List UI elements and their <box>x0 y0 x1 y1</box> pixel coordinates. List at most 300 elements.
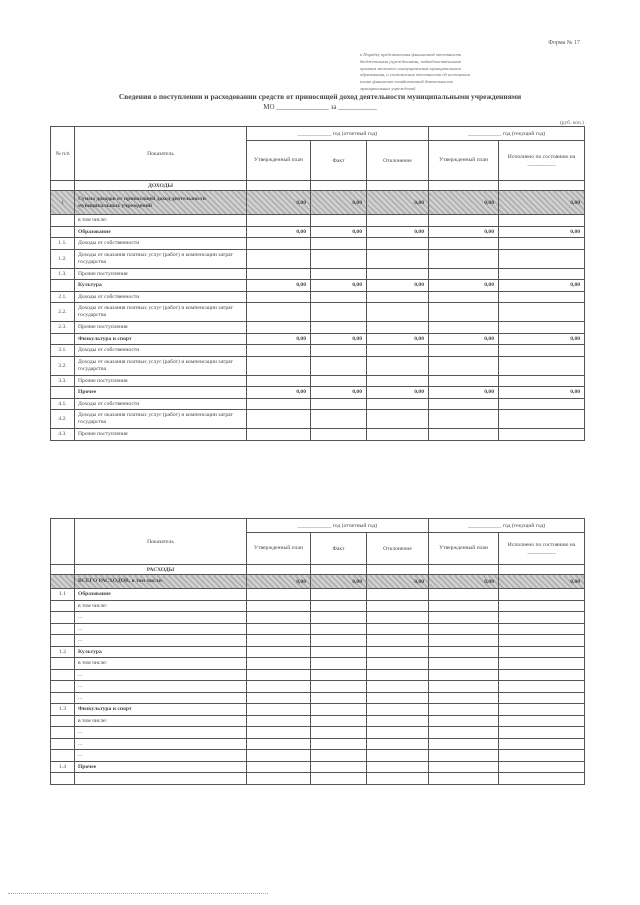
value-cell <box>367 727 429 739</box>
value-cell <box>311 215 367 227</box>
value-cell <box>247 704 311 716</box>
value-cell <box>499 635 585 647</box>
value-cell <box>367 773 429 785</box>
value-cell <box>429 704 499 716</box>
empty-cell <box>499 181 585 191</box>
value-cell <box>311 600 367 612</box>
value-cell: 0,00 <box>247 387 311 399</box>
value-cell <box>429 215 499 227</box>
fact-header: Факт <box>311 533 367 565</box>
num-header <box>51 519 75 565</box>
value-cell <box>367 612 429 624</box>
appendix-fine-print <box>360 52 580 93</box>
row-number <box>51 623 75 635</box>
empty-cell <box>311 565 367 575</box>
indicator-header: Показатель <box>75 519 247 565</box>
expense-section-title: РАСХОДЫ <box>75 565 247 575</box>
row-label: Образование <box>75 589 247 601</box>
row-label: ... <box>75 635 247 647</box>
expense-row <box>51 612 585 624</box>
value-cell <box>247 215 311 227</box>
value-cell <box>311 375 367 387</box>
row-label: Доходы от оказания платных услуг (работ) и компенсации затрат государства <box>75 249 247 268</box>
value-cell <box>429 750 499 762</box>
value-cell <box>311 692 367 704</box>
value-cell: 0,00 <box>429 226 499 238</box>
row-number <box>51 600 75 612</box>
value-cell <box>429 715 499 727</box>
value-cell <box>247 623 311 635</box>
row-label: ... <box>75 750 247 762</box>
value-cell <box>499 215 585 227</box>
row-label: в том числе: <box>75 658 247 670</box>
fact-header: Факт <box>311 141 367 181</box>
value-cell <box>247 238 311 250</box>
value-cell <box>247 600 311 612</box>
value-cell <box>311 623 367 635</box>
value-cell <box>311 715 367 727</box>
row-number: 3.2. <box>51 356 75 375</box>
value-cell <box>311 681 367 693</box>
value-cell <box>429 238 499 250</box>
empty-cell <box>367 181 429 191</box>
expense-row <box>51 692 585 704</box>
expense-row <box>51 773 585 785</box>
value-cell: 0,00 <box>367 191 429 215</box>
value-cell <box>499 375 585 387</box>
value-cell: 0,00 <box>247 575 311 589</box>
row-label: Прочее <box>75 387 247 399</box>
value-cell <box>367 635 429 647</box>
value-cell <box>247 715 311 727</box>
value-cell <box>247 356 311 375</box>
row-number <box>51 387 75 399</box>
value-cell <box>247 589 311 601</box>
income-row <box>51 291 585 303</box>
value-cell: 0,00 <box>247 226 311 238</box>
value-cell: 0,00 <box>429 191 499 215</box>
value-cell <box>247 681 311 693</box>
value-cell <box>499 692 585 704</box>
plan-header: Утвержденный план <box>247 533 311 565</box>
value-cell <box>429 249 499 268</box>
value-cell: 0,00 <box>367 280 429 292</box>
value-cell: 0,00 <box>247 333 311 345</box>
value-cell <box>499 322 585 334</box>
value-cell <box>499 715 585 727</box>
value-cell <box>499 612 585 624</box>
row-number <box>51 727 75 739</box>
row-number: 1 <box>51 191 75 215</box>
value-cell <box>429 429 499 441</box>
value-cell <box>367 215 429 227</box>
value-cell <box>499 669 585 681</box>
row-number: 4.3. <box>51 429 75 441</box>
value-cell <box>247 646 311 658</box>
value-cell <box>429 322 499 334</box>
row-number: 1.2. <box>51 249 75 268</box>
value-cell <box>311 658 367 670</box>
row-label: ... <box>75 612 247 624</box>
value-cell <box>311 750 367 762</box>
value-cell <box>311 291 367 303</box>
row-label: Доходы от собственности <box>75 238 247 250</box>
row-label: ВСЕГО РАСХОДОВ, в том числе: <box>75 575 247 589</box>
value-cell <box>367 429 429 441</box>
row-label: Доходы от собственности <box>75 291 247 303</box>
value-cell <box>247 249 311 268</box>
value-cell <box>311 345 367 357</box>
value-cell <box>499 681 585 693</box>
value-cell <box>429 375 499 387</box>
value-cell <box>499 750 585 762</box>
row-number: 1.3 <box>51 704 75 716</box>
value-cell <box>499 345 585 357</box>
value-cell <box>367 623 429 635</box>
row-number: 4.2. <box>51 410 75 429</box>
currency-unit: (руб. коп.) <box>559 120 584 126</box>
income-row <box>51 429 585 441</box>
value-cell <box>429 268 499 280</box>
row-number <box>51 773 75 785</box>
value-cell <box>499 303 585 322</box>
value-cell <box>247 291 311 303</box>
value-cell <box>311 738 367 750</box>
value-cell <box>429 635 499 647</box>
row-label: ... <box>75 727 247 739</box>
expense-row <box>51 589 585 601</box>
empty-cell <box>247 565 311 575</box>
value-cell <box>429 345 499 357</box>
value-cell <box>499 623 585 635</box>
value-cell: 0,00 <box>311 387 367 399</box>
value-cell: 0,00 <box>247 280 311 292</box>
value-cell <box>367 238 429 250</box>
document-title: Сведения о поступлении и расходовании средств от приносящей доход деятельности муниципальными учреждениями <box>118 92 522 101</box>
income-row <box>51 268 585 280</box>
expense-row <box>51 669 585 681</box>
value-cell <box>367 589 429 601</box>
value-cell <box>429 692 499 704</box>
executed-header: Исполнено по состоянию на __________ <box>499 141 585 181</box>
value-cell <box>429 646 499 658</box>
row-label: Прочие поступления <box>75 268 247 280</box>
row-label: Физкультура и спорт <box>75 704 247 716</box>
value-cell <box>367 646 429 658</box>
row-label: Доходы от оказания платных услуг (работ) и компенсации затрат государства <box>75 303 247 322</box>
value-cell <box>311 303 367 322</box>
fine-print-line: образования, и составления отчетности об исполнении <box>360 72 471 78</box>
value-cell <box>311 646 367 658</box>
value-cell <box>499 646 585 658</box>
row-number: 3.3. <box>51 375 75 387</box>
row-number <box>51 215 75 227</box>
row-label: ... <box>75 669 247 681</box>
row-label: Доходы от оказания платных услуг (работ) и компенсации затрат государства <box>75 410 247 429</box>
expense-row <box>51 681 585 693</box>
income-row <box>51 398 585 410</box>
income-row <box>51 410 585 429</box>
value-cell <box>499 398 585 410</box>
value-cell <box>499 429 585 441</box>
fine-print-line: бюджетными учреждениями, подведомственными <box>360 58 461 64</box>
value-cell: 0,00 <box>499 333 585 345</box>
indicator-header: Показатель <box>75 127 247 181</box>
value-cell: 0,00 <box>367 333 429 345</box>
value-cell <box>429 589 499 601</box>
value-cell <box>311 356 367 375</box>
value-cell <box>367 410 429 429</box>
fine-print-line: плана финансово-хозяйственной деятельности <box>360 79 453 85</box>
value-cell: 0,00 <box>429 333 499 345</box>
row-number: 2.3. <box>51 322 75 334</box>
expense-row <box>51 635 585 647</box>
row-label: Прочее <box>75 761 247 773</box>
value-cell: 0,00 <box>499 226 585 238</box>
empty-cell <box>499 565 585 575</box>
row-number: 1.1 <box>51 589 75 601</box>
value-cell <box>311 249 367 268</box>
value-cell <box>367 345 429 357</box>
plan-current-header: Утвержденный план <box>429 533 499 565</box>
section-spacer <box>51 565 75 575</box>
value-cell <box>247 410 311 429</box>
row-label: ... <box>75 692 247 704</box>
value-cell <box>367 375 429 387</box>
row-label: Прочие поступления <box>75 375 247 387</box>
value-cell <box>247 750 311 762</box>
value-cell <box>311 635 367 647</box>
value-cell <box>429 410 499 429</box>
plan-header: Утвержденный план <box>247 141 311 181</box>
value-cell <box>499 291 585 303</box>
income-row <box>51 238 585 250</box>
value-cell <box>499 738 585 750</box>
income-row <box>51 226 585 238</box>
value-cell <box>429 398 499 410</box>
row-number: 1.4 <box>51 761 75 773</box>
income-row <box>51 215 585 227</box>
value-cell <box>311 429 367 441</box>
income-row <box>51 333 585 345</box>
value-cell: 0,00 <box>311 575 367 589</box>
row-label <box>75 773 247 785</box>
value-cell <box>429 600 499 612</box>
value-cell <box>499 600 585 612</box>
value-cell <box>367 669 429 681</box>
value-cell <box>367 600 429 612</box>
value-cell <box>247 773 311 785</box>
value-cell <box>367 658 429 670</box>
current-year-group: ____________ год (текущий год) <box>429 127 585 141</box>
expense-row <box>51 761 585 773</box>
row-label: Сумма доходов от приносящей доход деятельности муниципальных учреждений <box>75 191 247 215</box>
value-cell: 0,00 <box>499 280 585 292</box>
row-label: в том числе: <box>75 215 247 227</box>
row-label: Доходы от собственности <box>75 345 247 357</box>
income-row <box>51 303 585 322</box>
row-number <box>51 575 75 589</box>
row-number: 2.1. <box>51 291 75 303</box>
value-cell: 0,00 <box>367 387 429 399</box>
value-cell <box>499 410 585 429</box>
row-label: Культура <box>75 280 247 292</box>
value-cell <box>367 761 429 773</box>
row-number: 4.1. <box>51 398 75 410</box>
value-cell <box>429 669 499 681</box>
value-cell <box>311 773 367 785</box>
value-cell <box>311 410 367 429</box>
value-cell <box>367 715 429 727</box>
value-cell <box>367 303 429 322</box>
deviation-header: Отклонение <box>367 141 429 181</box>
value-cell <box>429 761 499 773</box>
value-cell <box>367 398 429 410</box>
value-cell <box>367 356 429 375</box>
value-cell <box>429 727 499 739</box>
value-cell <box>247 398 311 410</box>
reporting-year-group: ____________ год (отчетный год) <box>247 127 429 141</box>
value-cell <box>247 761 311 773</box>
value-cell <box>499 268 585 280</box>
value-cell <box>499 238 585 250</box>
value-cell <box>247 268 311 280</box>
value-cell <box>429 623 499 635</box>
row-number <box>51 738 75 750</box>
value-cell <box>311 238 367 250</box>
empty-cell <box>429 181 499 191</box>
value-cell: 0,00 <box>311 333 367 345</box>
row-label: Прочие поступления <box>75 429 247 441</box>
row-label: Физкультура и спорт <box>75 333 247 345</box>
value-cell: 0,00 <box>499 191 585 215</box>
income-row <box>51 375 585 387</box>
income-row <box>51 191 585 215</box>
value-cell: 0,00 <box>367 575 429 589</box>
value-cell: 0,00 <box>499 387 585 399</box>
value-cell <box>367 704 429 716</box>
value-cell: 0,00 <box>311 191 367 215</box>
income-row <box>51 345 585 357</box>
value-cell <box>247 738 311 750</box>
value-cell <box>247 635 311 647</box>
value-cell <box>499 658 585 670</box>
value-cell <box>247 375 311 387</box>
current-year-group: ____________ год (текущий год) <box>429 519 585 533</box>
value-cell: 0,00 <box>429 387 499 399</box>
value-cell <box>429 291 499 303</box>
row-number <box>51 658 75 670</box>
value-cell <box>247 345 311 357</box>
row-label: Культура <box>75 646 247 658</box>
value-cell: 0,00 <box>499 575 585 589</box>
value-cell <box>367 738 429 750</box>
value-cell: 0,00 <box>311 280 367 292</box>
row-label: в том числе: <box>75 715 247 727</box>
value-cell <box>311 761 367 773</box>
value-cell <box>499 589 585 601</box>
row-number: 2.2. <box>51 303 75 322</box>
income-section-title: ДОХОДЫ <box>75 181 247 191</box>
fine-print-line: к Порядку представления финансовой отчетности <box>360 52 462 57</box>
empty-cell <box>311 181 367 191</box>
value-cell <box>429 773 499 785</box>
value-cell <box>247 727 311 739</box>
income-row <box>51 249 585 268</box>
value-cell <box>499 727 585 739</box>
row-label: ... <box>75 681 247 693</box>
row-number <box>51 226 75 238</box>
value-cell: 0,00 <box>311 226 367 238</box>
expense-row <box>51 704 585 716</box>
expense-row <box>51 658 585 670</box>
expense-row <box>51 623 585 635</box>
value-cell <box>429 356 499 375</box>
income-row <box>51 356 585 375</box>
value-cell <box>367 750 429 762</box>
value-cell <box>367 322 429 334</box>
plan-current-header: Утвержденный план <box>429 141 499 181</box>
row-number <box>51 750 75 762</box>
value-cell: 0,00 <box>247 191 311 215</box>
income-row <box>51 280 585 292</box>
municipality-line: МО _______________ за ___________ <box>263 103 377 111</box>
expense-table <box>50 518 585 785</box>
expense-row <box>51 750 585 762</box>
expense-row <box>51 738 585 750</box>
row-label: ... <box>75 623 247 635</box>
row-number <box>51 280 75 292</box>
value-cell <box>429 303 499 322</box>
value-cell <box>429 612 499 624</box>
income-table <box>50 126 585 441</box>
value-cell <box>311 322 367 334</box>
fine-print-line: органам местного самоуправления муниципального <box>360 65 462 71</box>
value-cell <box>311 589 367 601</box>
expense-row <box>51 715 585 727</box>
deviation-header: Отклонение <box>367 533 429 565</box>
value-cell <box>247 658 311 670</box>
value-cell: 0,00 <box>367 226 429 238</box>
value-cell: 0,00 <box>429 575 499 589</box>
expense-row <box>51 646 585 658</box>
income-row <box>51 387 585 399</box>
value-cell <box>247 429 311 441</box>
row-number: 1.1. <box>51 238 75 250</box>
section-spacer <box>51 181 75 191</box>
expense-row <box>51 575 585 589</box>
value-cell <box>367 681 429 693</box>
row-label: ... <box>75 738 247 750</box>
executed-header: Исполнено по состоянию на __________ <box>499 533 585 565</box>
row-number: 1.3. <box>51 268 75 280</box>
row-number: 1.2 <box>51 646 75 658</box>
value-cell <box>311 669 367 681</box>
value-cell <box>311 268 367 280</box>
value-cell <box>247 612 311 624</box>
value-cell: 0,00 <box>429 280 499 292</box>
row-number <box>51 715 75 727</box>
expense-row <box>51 727 585 739</box>
reporting-year-group: ____________ год (отчетный год) <box>247 519 429 533</box>
row-number <box>51 669 75 681</box>
empty-cell <box>247 181 311 191</box>
row-number <box>51 681 75 693</box>
value-cell <box>499 761 585 773</box>
value-cell <box>247 322 311 334</box>
value-cell <box>311 704 367 716</box>
expense-row <box>51 600 585 612</box>
